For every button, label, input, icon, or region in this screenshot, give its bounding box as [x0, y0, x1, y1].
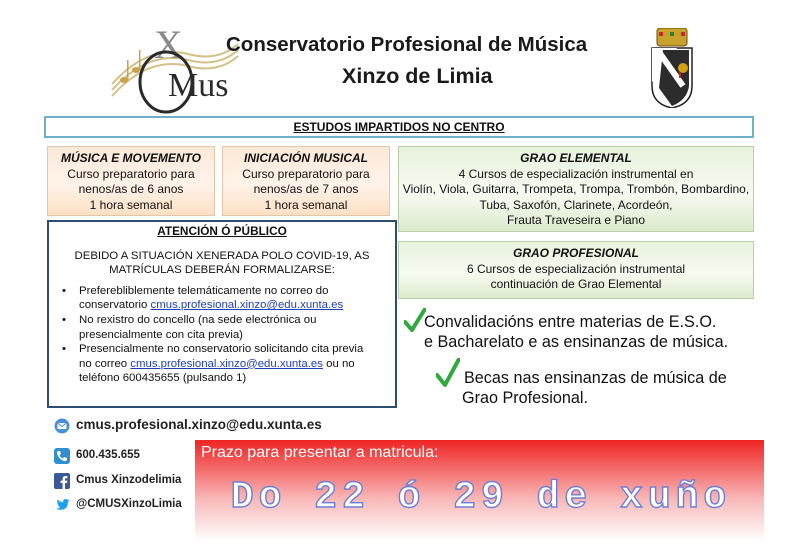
course-line: Frauta Traveseira e Piano: [506, 213, 646, 227]
course-line: nenos/as de 7 anos: [253, 182, 359, 196]
list-item: [57, 342, 387, 386]
course-card-musica-movemento: [47, 146, 215, 216]
course-card-grao-profesional: [398, 241, 754, 299]
list-item-line: teléfono 600435655 (pulsando 1): [79, 372, 247, 385]
list-item: [57, 284, 387, 313]
course-line: Violín, Viola, Guitarra, Trompeta, Trompa, Trombón, Bombardino,: [402, 182, 750, 196]
list-item-line: presencialmente con cita previa): [79, 328, 243, 341]
course-line: 1 hora semanal: [264, 197, 348, 212]
course-heading: INICIACIÓN MUSICAL: [244, 151, 368, 165]
list-item-line: [79, 357, 387, 372]
course-line: 1 hora semanal: [89, 197, 173, 212]
attention-lead-line: DEBIDO A SITUACIÓN XENERADA POLO COVID-19, AS: [74, 249, 370, 262]
attention-lead: [57, 249, 387, 278]
municipal-crest: [649, 28, 695, 108]
highlight-line: Becas nas ensinanzas de música de: [464, 369, 727, 387]
email-link[interactable]: cmus.profesional.xinzo@edu.xunta.es: [150, 299, 344, 312]
course-line: Curso preparatorio para: [242, 166, 370, 181]
email-icon: [54, 418, 70, 434]
course-heading: GRAO PROFESIONAL: [512, 246, 639, 260]
course-line: 6 Cursos de especialización instrumental: [466, 261, 686, 276]
becas-highlight: [436, 368, 786, 408]
attention-heading: ATENCIÓN Ó PÚBLICO: [157, 224, 287, 238]
list-item-text: no correo: [79, 357, 131, 370]
enrollment-deadline-banner: [195, 440, 764, 541]
check-icon: [436, 358, 460, 388]
course-line: 4 Cursos de especialización instrumental en: [458, 166, 694, 181]
course-line: nenos/as de 6 anos: [78, 182, 184, 196]
course-line: Tuba, Saxofón, Clarinete, Acordeón,: [479, 197, 673, 212]
email-link[interactable]: cmus.profesional.xinzo@edu.xunta.es: [130, 357, 323, 370]
contact-phone-text: 600.435.655: [76, 449, 140, 461]
attention-lead-line: MATRÍCULAS DEBERÁN FORMALIZARSE:: [109, 264, 335, 277]
highlight-line: Convalidacións entre materias de E.S.O.: [424, 313, 717, 331]
list-item: [57, 313, 387, 342]
enrollment-options-list: [57, 284, 387, 386]
highlight-line: Grao Profesional.: [462, 389, 588, 407]
attention-notice: [47, 220, 397, 408]
facebook-icon: [54, 473, 70, 489]
list-item-line: • Presencialmente no conservatorio solicitando cita previa: [79, 343, 364, 356]
page-title: Conservatorio Profesional de Música: [226, 33, 588, 56]
list-item-text: ou no: [322, 357, 355, 370]
course-line: Curso preparatorio para: [67, 166, 195, 181]
contact-twitter-text: @CMUSXinzoLimia: [76, 498, 182, 510]
course-card-grao-elemental: [398, 146, 754, 232]
course-heading: MÚSICA E MOVEMENTO: [60, 151, 201, 165]
list-item-line: [79, 298, 387, 313]
course-heading: GRAO ELEMENTAL: [520, 151, 632, 165]
phone-icon: [54, 448, 70, 464]
deadline-label: Prazo para presentar a matricula:: [201, 444, 439, 461]
highlight-line: e Bacharelato e as ensinanzas de música.: [424, 333, 729, 351]
svg-text:X: X: [154, 24, 183, 67]
deadline-date: Do 22 ó 29 de xuño: [230, 476, 732, 519]
list-item-text: conservatorio: [79, 299, 151, 312]
course-line: continuación de Grao Elemental: [490, 277, 662, 291]
svg-text:Mus: Mus: [168, 67, 229, 104]
twitter-icon: [54, 497, 70, 513]
check-icon: [404, 308, 426, 334]
list-item-line: • Preferebliblemente telemáticamente no correo do: [79, 284, 329, 297]
studies-heading: ESTUDOS IMPARTIDOS NO CENTRO: [44, 116, 754, 138]
contact-email-text: cmus.profesional.xinzo@edu.xunta.es: [76, 417, 322, 432]
course-card-iniciacion-musical: [222, 146, 390, 216]
convalidacions-highlight: [404, 312, 784, 352]
page-subtitle: Xinzo de Limia: [342, 64, 493, 88]
list-item-line: • No rexistro do concello (na sede electrónica ou: [79, 313, 317, 326]
contact-facebook-text: Cmus Xinzodelimia: [76, 474, 182, 486]
